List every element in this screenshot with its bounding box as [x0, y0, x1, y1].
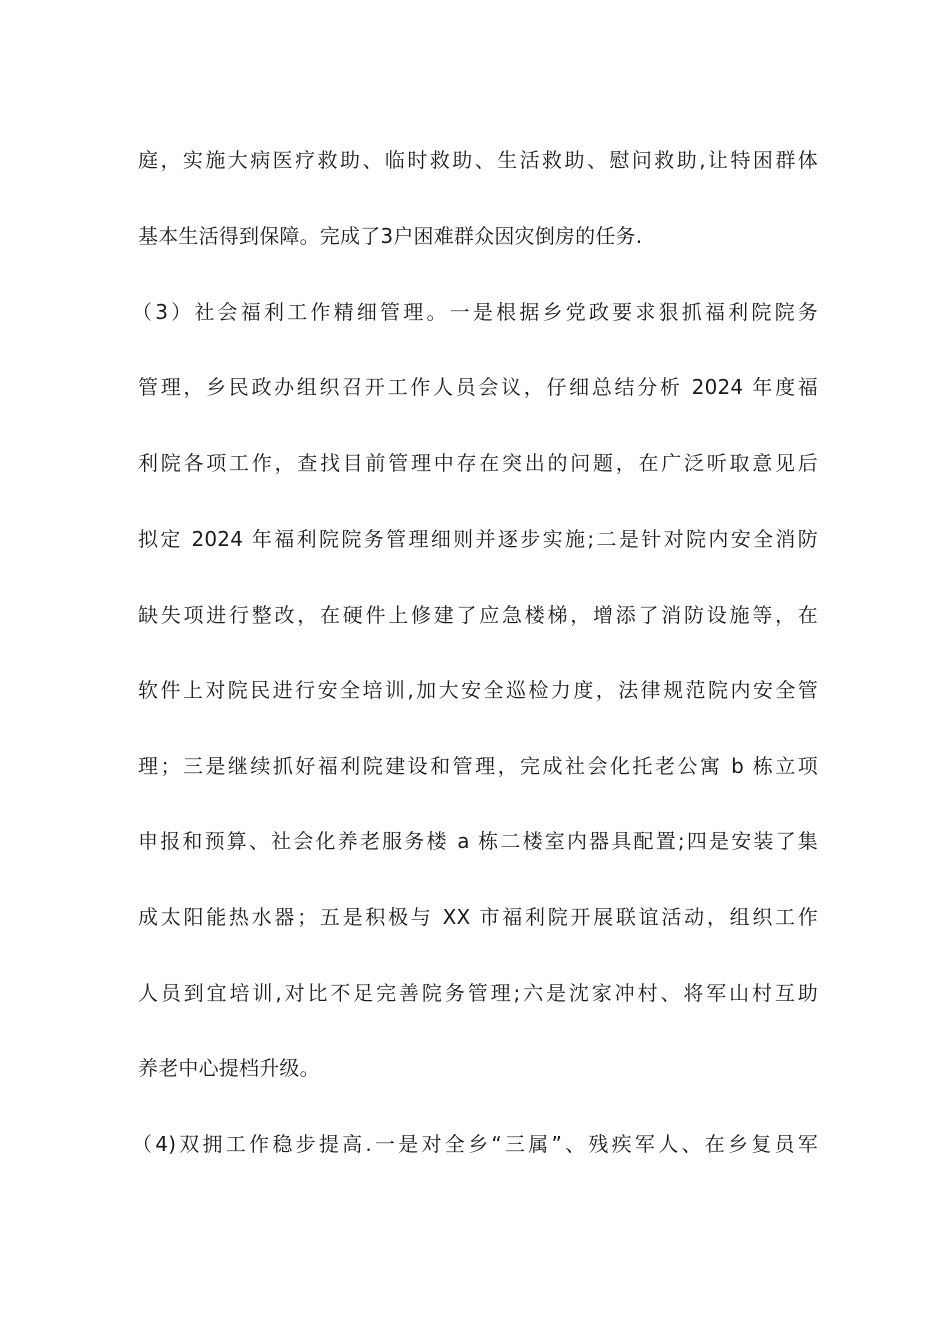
paragraph-line-5: 利院各项工作，查找目前管理中存在突出的问题，在广泛听取意见后 [138, 451, 818, 475]
paragraph-line-3: （3）社会福利工作精细管理。一是根据乡党政要求狠抓福利院院务 [132, 300, 818, 324]
paragraph-line-6: 拟定 2024 年福利院院务管理细则并逐步实施;二是针对院内安全消防 [138, 527, 818, 551]
paragraph-line-11: 成太阳能热水器；五是积极与 XX 市福利院开展联谊活动，组织工作 [138, 905, 818, 929]
paragraph-line-8: 软件上对院民进行安全培训,加大安全巡检力度，法律规范院内安全管 [138, 678, 818, 702]
paragraph-line-9: 理；三是继续抓好福利院建设和管理，完成社会化托老公寓 b 栋立项 [138, 754, 818, 778]
paragraph-line-1: 庭，实施大病医疗救助、临时救助、生活救助、慰问救助,让特困群体 [138, 148, 818, 172]
paragraph-line-2: 基本生活得到保障。完成了3户困难群众因灾倒房的任务. [138, 224, 643, 248]
paragraph-line-12: 人员到宜培训,对比不足完善院务管理;六是沈家冲村、将军山村互助 [138, 981, 818, 1005]
paragraph-line-4: 管理，乡民政办组织召开工作人员会议，仔细总结分析 2024 年度福 [138, 375, 818, 399]
paragraph-line-7: 缺失项进行整改，在硬件上修建了应急楼梯，增添了消防设施等，在 [138, 603, 818, 627]
paragraph-line-10: 申报和预算、社会化养老服务楼 a 栋二楼室内器具配置;四是安装了集 [138, 829, 818, 853]
paragraph-line-13: 养老中心提档升级。 [138, 1056, 320, 1080]
paragraph-line-14: （4)双拥工作稳步提高.一是对全乡“三属”、残疾军人、在乡复员军 [132, 1132, 818, 1156]
